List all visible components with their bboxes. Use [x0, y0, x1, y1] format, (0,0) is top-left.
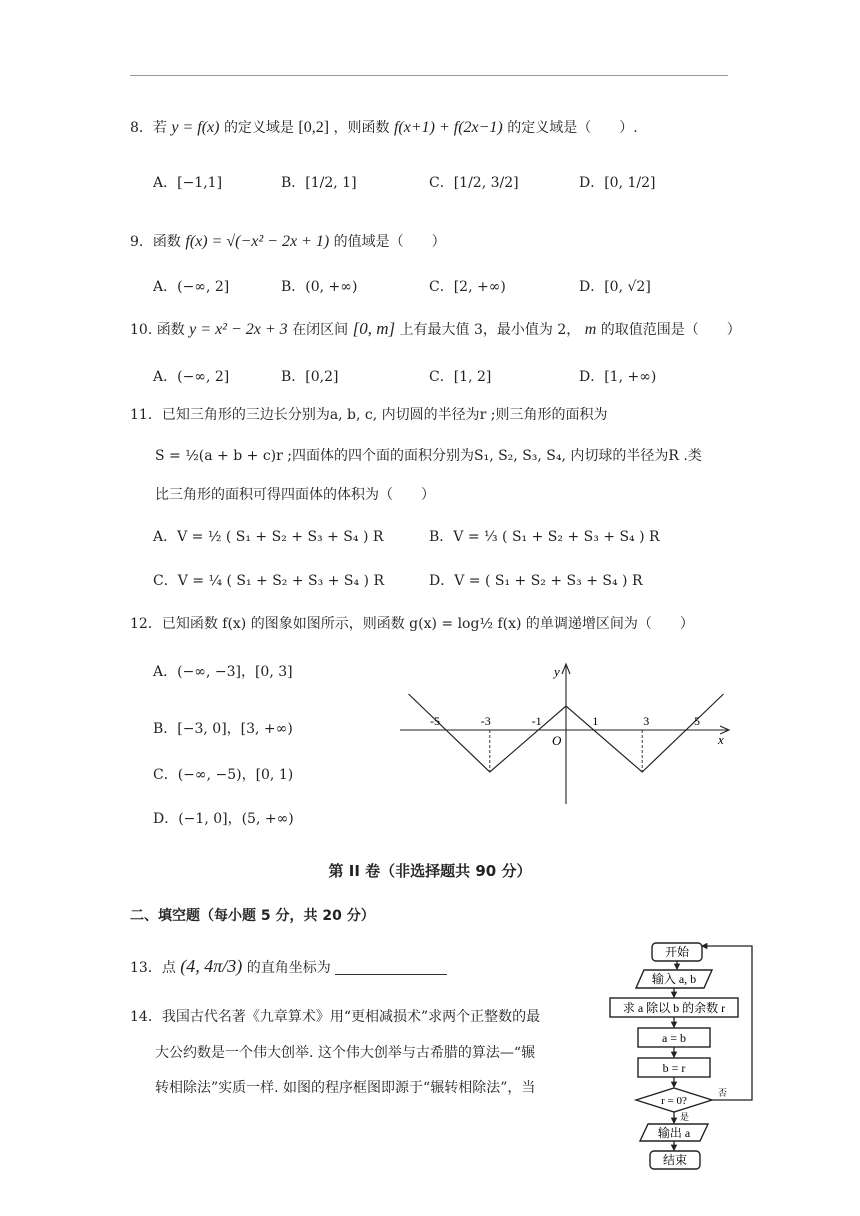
flowchart-yes-label: 是	[680, 1112, 690, 1122]
q12-option-c[interactable]: C．(−∞, −5)，[0, 1)	[153, 767, 294, 783]
question-10-stem	[130, 319, 741, 339]
q10-option-d[interactable]: D．[1, +∞)	[579, 369, 657, 385]
flowchart-start-label: 开始	[664, 945, 690, 959]
q13-point: (4, 4π/3)	[180, 956, 243, 976]
q10-text-c: 上有最大值 3，最小值为 2，	[399, 322, 581, 338]
q8-text-b: 的定义域是	[223, 120, 294, 136]
section-2-heading: 二、填空题（每小题 5 分，共 20 分）	[130, 908, 375, 924]
header-rule	[130, 75, 728, 76]
flowchart-output-label: 输出 a	[657, 1126, 691, 1140]
question-9-stem	[130, 231, 446, 251]
q8-expr1: y = f(x)	[171, 119, 220, 136]
flowchart-step-remainder-label: 求 a 除以 b 的余数 r	[622, 1001, 726, 1015]
q10-interval: [0, m]	[352, 319, 396, 338]
q10-option-b[interactable]: B．[0,2]	[281, 369, 339, 385]
graph-tick-label: -1	[531, 714, 542, 728]
q8-option-a[interactable]: A．[−1,1]	[153, 175, 223, 191]
q12-option-d[interactable]: D．(−1, 0]，(5, +∞)	[153, 811, 294, 827]
q11-option-d[interactable]: D．V = ( S₁ + S₂ + S₃ + S₄ ) R	[429, 573, 643, 589]
graph-origin-label: O	[552, 733, 562, 748]
graph-tick-label: 1	[592, 714, 599, 728]
graph-tick-label: 5	[693, 714, 700, 728]
question-11-line3: 比三角形的面积可得四面体的体积为（ ）	[155, 487, 435, 503]
q13-text-b: 的直角坐标为	[246, 960, 331, 976]
q11-option-b[interactable]: B．V = ⅓ ( S₁ + S₂ + S₃ + S₄ ) R	[429, 529, 660, 545]
q13-answer-blank[interactable]	[335, 962, 447, 975]
q11-option-a[interactable]: A．V = ½ ( S₁ + S₂ + S₃ + S₄ ) R	[153, 529, 384, 545]
q9-expr: f(x) = √(−x² − 2x + 1)	[185, 233, 330, 250]
question-12-stem: 12．已知函数 f(x) 的图象如图所示，则函数 g(x) = log½ f(x) 的单调递增区间为（ ）	[130, 616, 694, 632]
flowchart-step-assign-a-label: a = b	[661, 1031, 687, 1045]
q11-option-c[interactable]: C．V = ¼ ( S₁ + S₂ + S₃ + S₄ ) R	[153, 573, 384, 589]
q8-text-c: ，则函数	[333, 120, 390, 136]
q9-text-b: 的值域是（ ）	[333, 234, 446, 250]
flowchart-step-assign-b-label: b = r	[662, 1061, 686, 1075]
q10-text-b: 在闭区间	[292, 322, 349, 338]
flowchart-condition-label: r = 0?	[661, 1095, 687, 1107]
question-11-line1: 11．已知三角形的三边长分别为a, b, c, 内切圆的半径为r ;则三角形的面积为	[130, 407, 608, 423]
q8-text-a: 8．若	[130, 120, 167, 136]
q9-text-a: 9．函数	[130, 234, 181, 250]
q8-option-c[interactable]: C．[1/2, 3/2]	[429, 175, 519, 191]
question-11-line2: S = ½(a + b + c)r ;四面体的四个面的面积分别为S₁, S₂, S₃, S₄, 内切球的半径为R .类	[155, 448, 702, 464]
q8-option-d[interactable]: D．[0, 1/2]	[579, 175, 656, 191]
graph-x-label: x	[718, 732, 724, 747]
q10-option-a[interactable]: A．(−∞, 2]	[153, 369, 230, 385]
q10-text-d: 的取值范围是（ ）	[600, 322, 741, 338]
graph-tick-label: -5	[430, 714, 441, 728]
graph-tick-label: 3	[643, 714, 650, 728]
question-13	[130, 956, 447, 977]
flowchart-end-label: 结束	[662, 1153, 688, 1167]
graph-y-label: y	[554, 664, 560, 679]
q10-text-a: 10. 函数	[130, 322, 185, 338]
function-graph	[400, 662, 732, 804]
q10-option-c[interactable]: C．[1, 2]	[429, 369, 492, 385]
q8-expr2: f(x+1) + f(2x−1)	[393, 119, 503, 136]
flowchart	[600, 938, 760, 1178]
question-8-stem	[130, 117, 638, 137]
question-14-line2: 大公约数是一个伟大创举. 这个伟大创举与古希腊的算法—“辗	[155, 1045, 536, 1061]
question-14-line1: 14．我国古代名著《九章算术》用“更相减损术”求两个正整数的最	[130, 1009, 541, 1025]
q12-option-b[interactable]: B．[−3, 0]，[3, +∞)	[153, 721, 293, 737]
q9-option-d[interactable]: D．[0, √2]	[579, 279, 651, 295]
q9-option-c[interactable]: C．[2, +∞)	[429, 279, 506, 295]
q8-domain: [0,2]	[298, 119, 330, 136]
flowchart-input-label: 输入 a, b	[651, 972, 697, 986]
flowchart-no-label: 否	[718, 1088, 728, 1098]
q10-var: m	[584, 321, 597, 338]
q12-option-a[interactable]: A．(−∞, −3]，[0, 3]	[153, 664, 293, 680]
q13-text-a: 13．点	[130, 960, 176, 976]
q8-option-b[interactable]: B．[1/2, 1]	[281, 175, 357, 191]
graph-tick-label: -3	[480, 714, 491, 728]
part-2-title: 第 II 卷（非选择题共 90 分）	[328, 862, 532, 880]
q9-option-b[interactable]: B．(0, +∞)	[281, 279, 358, 295]
q9-option-a[interactable]: A．(−∞, 2]	[153, 279, 230, 295]
question-14-line3: 转相除法”实质一样. 如图的程序框图即源于“辗转相除法”，当	[155, 1080, 536, 1096]
q8-text-d: 的定义域是（ ）.	[507, 120, 638, 136]
q10-expr: y = x² − 2x + 3	[189, 321, 288, 338]
